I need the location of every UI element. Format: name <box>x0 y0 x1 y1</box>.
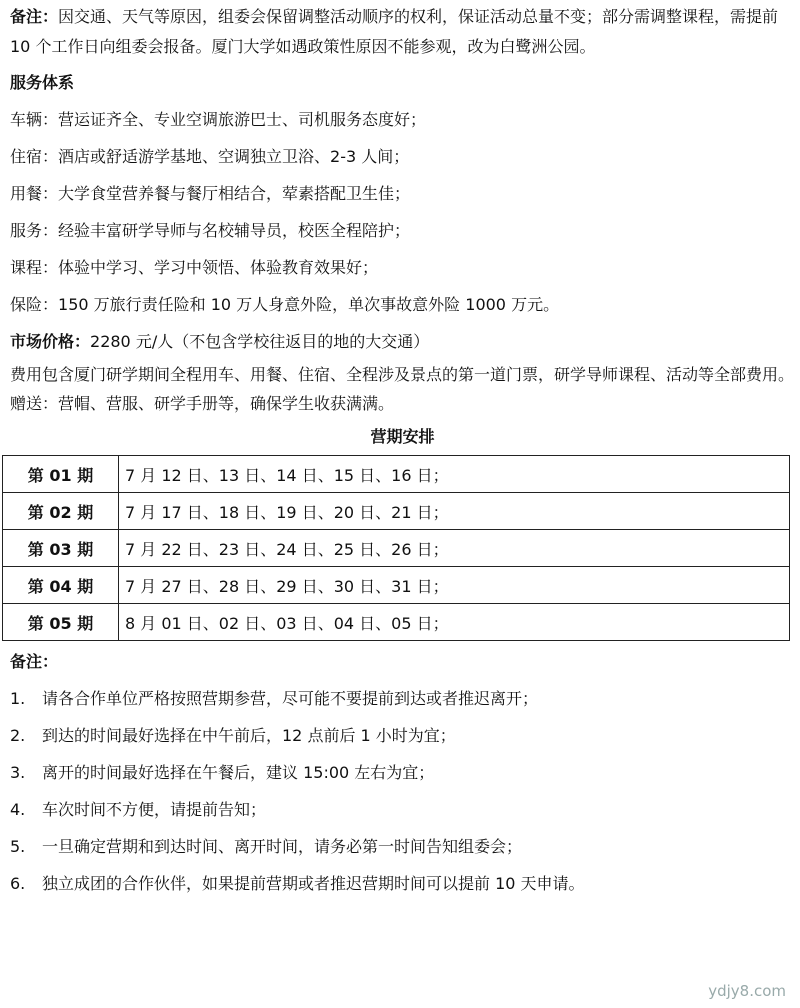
period-cell: 第 03 期 <box>3 530 119 567</box>
service-item-lodging <box>10 138 795 175</box>
watermark: ydjy8.com <box>708 982 786 1000</box>
list-item <box>10 754 795 791</box>
period-cell: 第 02 期 <box>3 493 119 530</box>
service-item-insurance <box>10 286 795 323</box>
document-page <box>10 0 795 902</box>
list-item <box>10 717 795 754</box>
price-line <box>10 323 795 360</box>
note-number: 2. <box>10 726 26 745</box>
service-label: 车辆： <box>10 110 59 129</box>
list-item <box>10 865 795 902</box>
intro-label: 备注： <box>10 7 59 26</box>
note-number: 1. <box>10 689 26 708</box>
table-row <box>3 567 790 604</box>
list-item <box>10 680 795 717</box>
service-item-course <box>10 249 795 286</box>
service-label: 用餐： <box>10 184 59 203</box>
note-text: 请各合作单位严格按照营期参营，尽可能不要提前到达或者推迟离开； <box>42 689 539 708</box>
dates-cell: 7 月 12 日、13 日、14 日、15 日、16 日； <box>119 456 790 493</box>
table-row <box>3 530 790 567</box>
service-label: 保险： <box>10 295 59 314</box>
note-number: 3. <box>10 763 26 782</box>
service-item-dining <box>10 175 795 212</box>
service-text: 150 万旅行责任险和 10 万人身意外险，单次事故意外险 1000 万元。 <box>58 295 560 314</box>
service-text: 大学食堂营养餐与餐厅相结合，荤素搭配卫生佳； <box>58 184 411 203</box>
note-text: 一旦确定营期和到达时间、离开时间，请务必第一时间告知组委会； <box>42 837 523 856</box>
note-number: 5. <box>10 837 26 856</box>
service-item-service <box>10 212 795 249</box>
price-detail: 费用包含厦门研学期间全程用车、用餐、住宿、全程涉及景点的第一道门票，研学导师课程、活动等全部费用。赠送：营帽、营服、研学手册等，确保学生收获满满。 <box>10 365 795 413</box>
note-text: 独立成团的合作伙伴，如果提前营期或者推迟营期时间可以提前 10 天申请。 <box>42 874 585 893</box>
dates-cell: 7 月 17 日、18 日、19 日、20 日、21 日； <box>119 493 790 530</box>
service-label: 课程： <box>10 258 59 277</box>
service-text: 经验丰富研学导师与名校辅导员，校医全程陪护； <box>58 221 411 240</box>
table-row <box>3 604 790 641</box>
note-number: 4. <box>10 800 26 819</box>
list-item <box>10 828 795 865</box>
notes-title: 备注： <box>10 652 59 671</box>
service-text: 酒店或舒适游学基地、空调独立卫浴、2-3 人间； <box>58 147 410 166</box>
service-label: 住宿： <box>10 147 59 166</box>
table-row <box>3 493 790 530</box>
intro-paragraph <box>10 0 795 62</box>
period-cell: 第 01 期 <box>3 456 119 493</box>
period-cell: 第 05 期 <box>3 604 119 641</box>
list-item <box>10 791 795 828</box>
period-cell: 第 04 期 <box>3 567 119 604</box>
dates-cell: 8 月 01 日、02 日、03 日、04 日、05 日； <box>119 604 790 641</box>
note-text: 车次时间不方便，请提前告知； <box>42 800 267 819</box>
service-title: 服务体系 <box>10 73 75 92</box>
intro-text: 因交通、天气等原因，组委会保留调整活动顺序的权利，保证活动总量不变；部分需调整课程，需提前 10 个工作日向组委会报备。厦门大学如遇政策性原因不能参观，改为白鹭洲公园。 <box>10 7 779 56</box>
note-text: 到达的时间最好选择在中午前后，12 点前后 1 小时为宜； <box>42 726 456 745</box>
schedule-table <box>2 455 790 641</box>
service-text: 营运证齐全、专业空调旅游巴士、司机服务态度好； <box>58 110 427 129</box>
schedule-title: 营期安排 <box>370 427 435 446</box>
price-label: 市场价格： <box>10 332 91 351</box>
note-number: 6. <box>10 874 26 893</box>
note-text: 离开的时间最好选择在午餐后，建议 15:00 左右为宜； <box>42 763 435 782</box>
dates-cell: 7 月 27 日、28 日、29 日、30 日、31 日； <box>119 567 790 604</box>
service-label: 服务： <box>10 221 59 240</box>
service-text: 体验中学习、学习中领悟、体验教育效果好； <box>58 258 379 277</box>
dates-cell: 7 月 22 日、23 日、24 日、25 日、26 日； <box>119 530 790 567</box>
service-item-vehicle <box>10 101 795 138</box>
price-text: 2280 元/人（不包含学校往返目的地的大交通） <box>90 332 430 351</box>
table-row <box>3 456 790 493</box>
